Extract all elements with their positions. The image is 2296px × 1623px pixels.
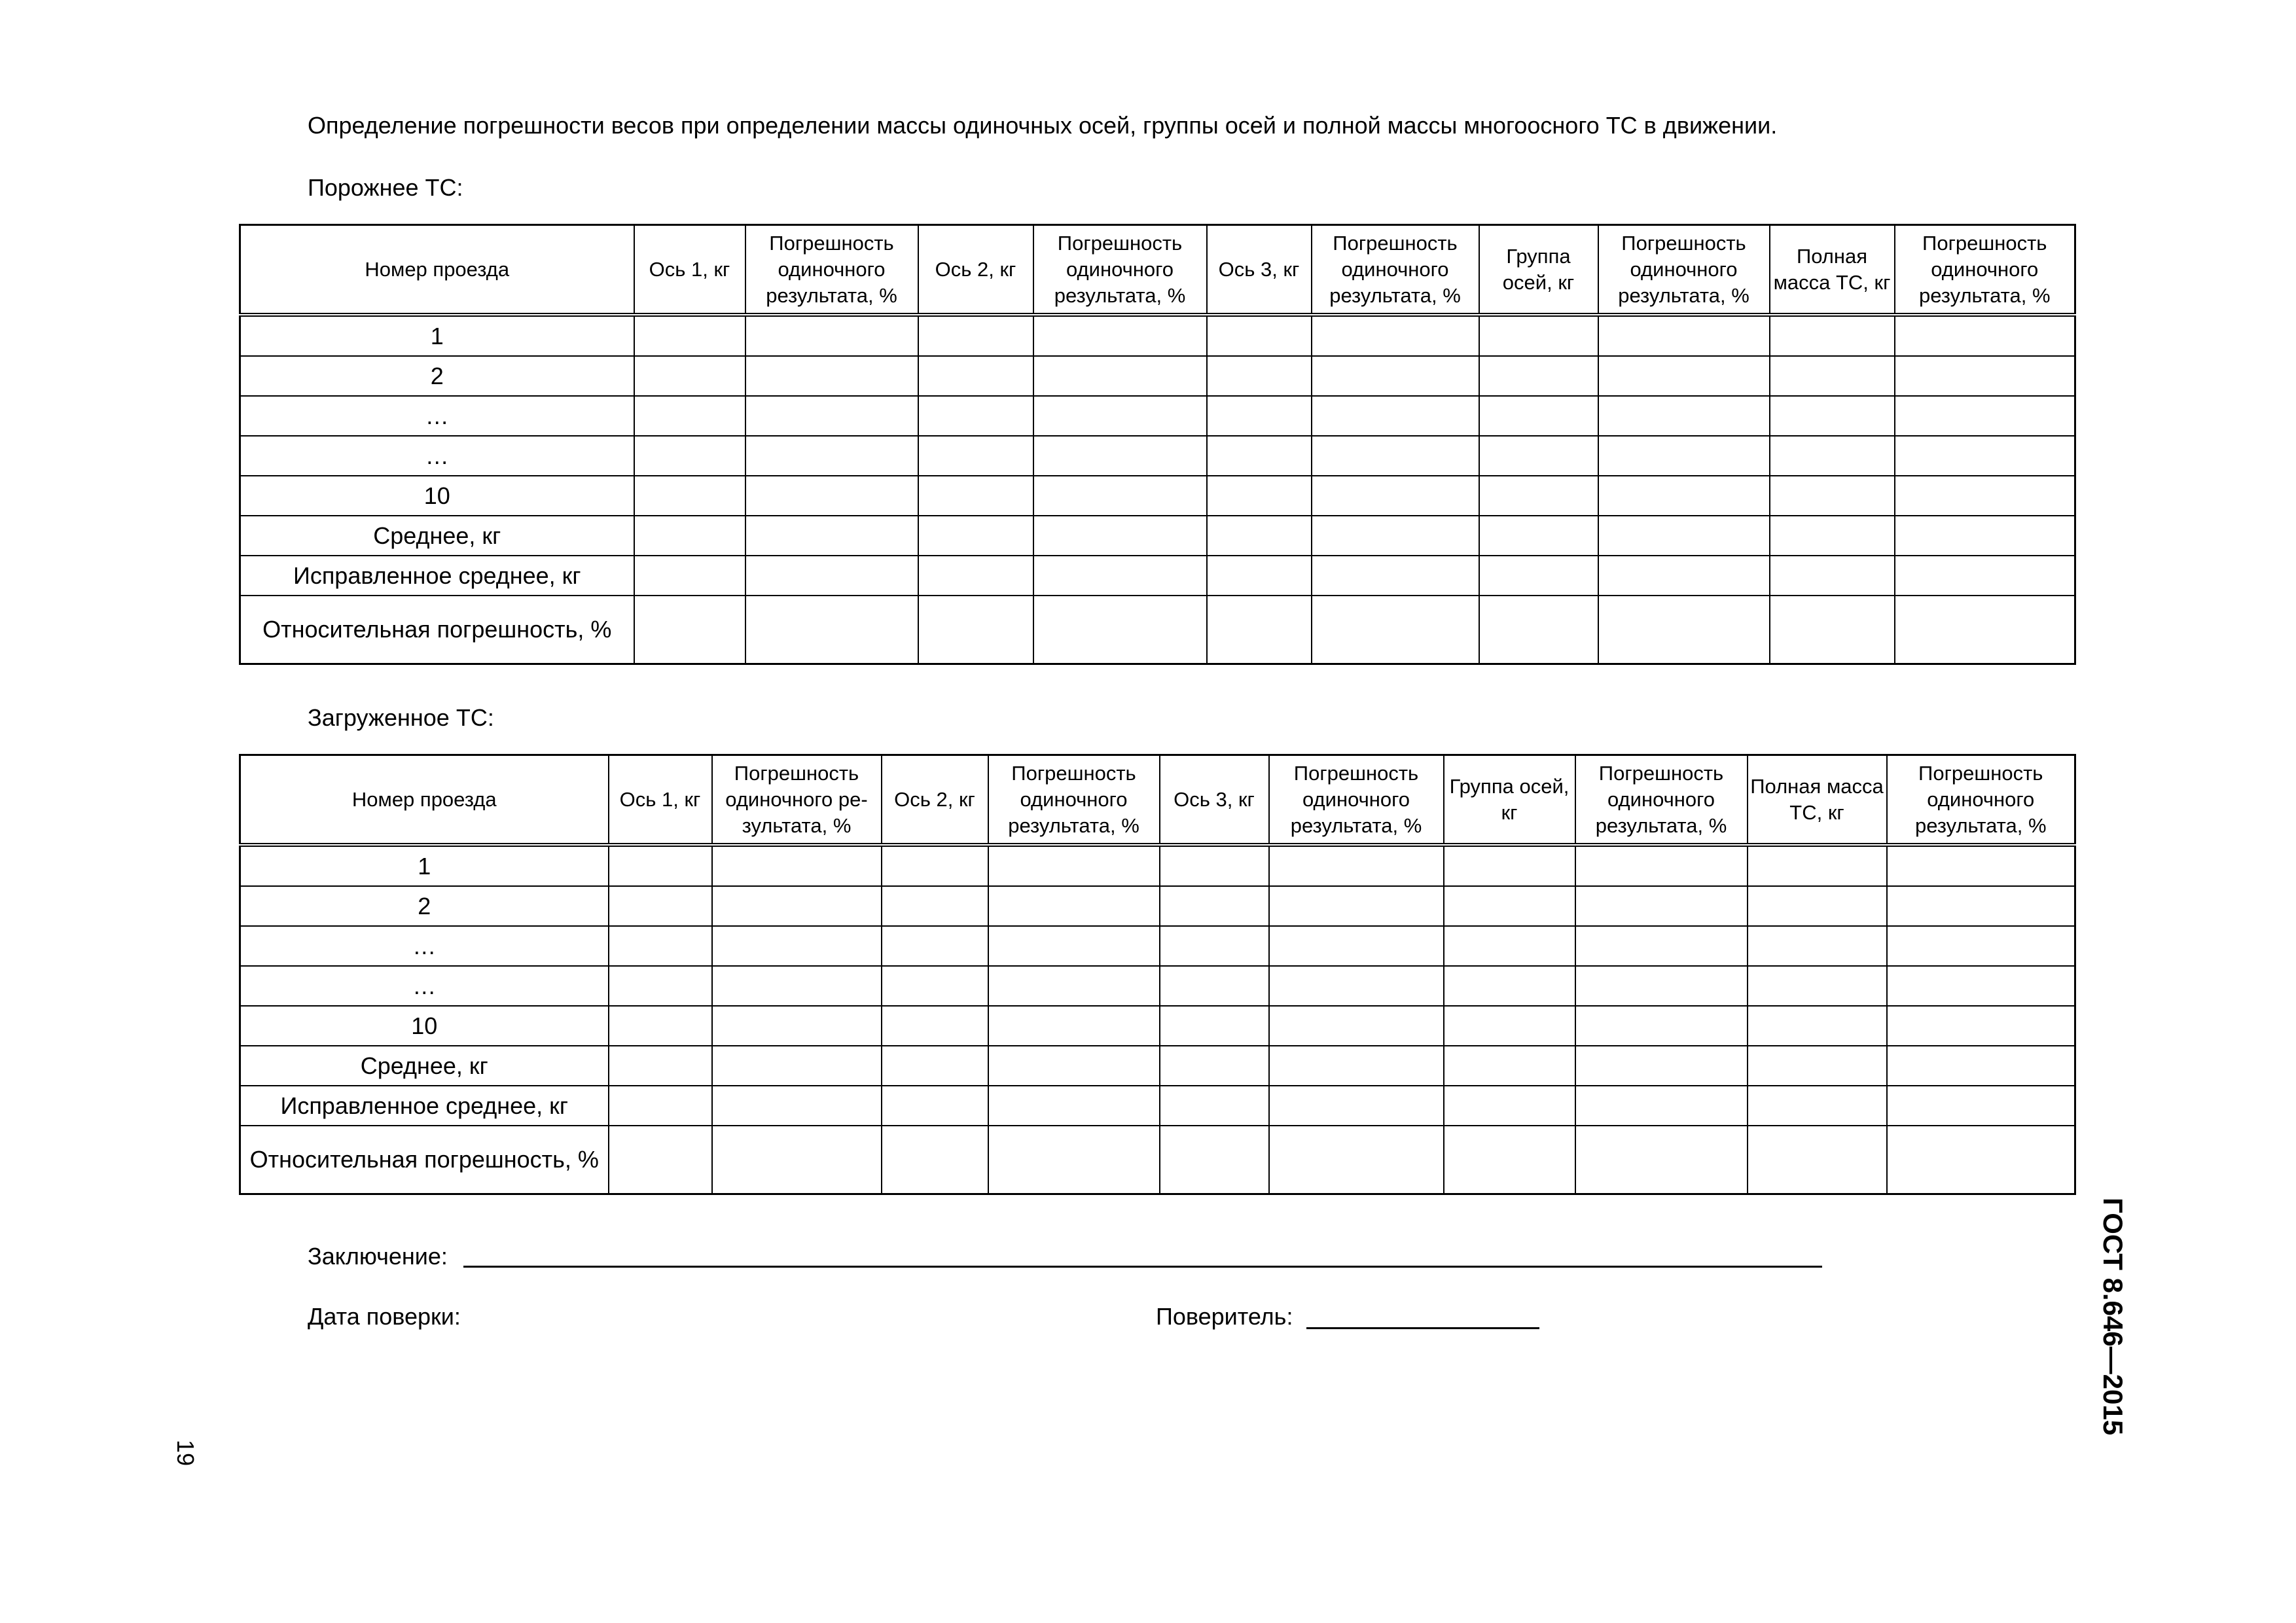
empty-cell[interactable] <box>1312 476 1479 516</box>
empty-cell[interactable] <box>634 396 745 436</box>
empty-cell[interactable] <box>1479 356 1598 396</box>
column-header: Ось 2, кг <box>918 225 1033 315</box>
empty-cell[interactable] <box>1160 1086 1269 1126</box>
table-row <box>240 556 2075 596</box>
empty-cell[interactable] <box>712 926 882 966</box>
empty-cell[interactable] <box>609 1006 712 1046</box>
empty-cell[interactable] <box>1033 436 1207 476</box>
empty-cell[interactable] <box>1770 315 1895 356</box>
column-header: Погрешность одиночного результата, % <box>1887 755 2075 846</box>
table-row <box>240 436 2075 476</box>
empty-cell[interactable] <box>745 596 918 664</box>
empty-cell[interactable] <box>1312 596 1479 664</box>
empty-cell[interactable] <box>634 476 745 516</box>
column-header: Погрешность одиночного результата, % <box>1895 225 2075 315</box>
empty-cell[interactable] <box>1160 886 1269 926</box>
row-label: Относительная погрешность, % <box>240 1126 609 1194</box>
empty-cell[interactable] <box>1160 966 1269 1006</box>
empty-cell[interactable] <box>1312 516 1479 556</box>
empty-cell[interactable] <box>1207 356 1312 396</box>
empty-cell[interactable] <box>1575 966 1748 1006</box>
empty-cell[interactable] <box>1770 476 1895 516</box>
empty-cell[interactable] <box>1444 1126 1575 1194</box>
table-row <box>240 1046 2075 1086</box>
empty-cell[interactable] <box>882 845 988 886</box>
row-label: Исправленное среднее, кг <box>240 556 634 596</box>
empty-cell[interactable] <box>1207 315 1312 356</box>
empty-cell[interactable] <box>988 1086 1160 1126</box>
empty-cell[interactable] <box>1033 396 1207 436</box>
empty-cell[interactable] <box>882 886 988 926</box>
empty-cell[interactable] <box>1312 315 1479 356</box>
empty-cell[interactable] <box>1312 356 1479 396</box>
empty-cell[interactable] <box>1479 596 1598 664</box>
column-header: Ось 1, кг <box>609 755 712 846</box>
empty-cell[interactable] <box>1770 556 1895 596</box>
intro-text: Определение погрешности весов при определении массы одиночных осей, группы осей и полной массы многоосного ТС в движении. <box>308 112 1778 139</box>
row-label: … <box>240 966 609 1006</box>
empty-cell[interactable] <box>1748 1126 1887 1194</box>
empty-cell[interactable] <box>1887 966 2075 1006</box>
row-label: 10 <box>240 1006 609 1046</box>
empty-cell[interactable] <box>1160 845 1269 886</box>
empty-cell[interactable] <box>882 1086 988 1126</box>
column-header: Погрешность одиночного результата, % <box>1575 755 1748 846</box>
empty-cell[interactable] <box>634 436 745 476</box>
empty-cell[interactable] <box>918 516 1033 556</box>
empty-cell[interactable] <box>1748 845 1887 886</box>
empty-cell[interactable] <box>1598 516 1770 556</box>
column-header: Ось 3, кг <box>1207 225 1312 315</box>
table-row <box>240 1126 2075 1194</box>
standard-code: ГОСТ 8.646—2015 <box>2098 1198 2128 1436</box>
empty-cell[interactable] <box>1444 926 1575 966</box>
empty-cell[interactable] <box>1748 1046 1887 1086</box>
column-header: Погрешность одиночного ре-зультата, % <box>712 755 882 846</box>
empty-cell[interactable] <box>1895 396 2075 436</box>
row-label: … <box>240 926 609 966</box>
empty-cell[interactable] <box>609 1046 712 1086</box>
empty-cell[interactable] <box>745 436 918 476</box>
empty-cell[interactable] <box>1575 1006 1748 1046</box>
empty-cell[interactable] <box>634 516 745 556</box>
empty-cell[interactable] <box>1160 1126 1269 1194</box>
column-header: Группа осей, кг <box>1479 225 1598 315</box>
column-header: Полная масса ТС, кг <box>1770 225 1895 315</box>
empty-cell[interactable] <box>882 966 988 1006</box>
table-row <box>240 396 2075 436</box>
empty-cell[interactable] <box>1207 596 1312 664</box>
empty-cell[interactable] <box>1575 1086 1748 1126</box>
row-label: … <box>240 436 634 476</box>
empty-cell[interactable] <box>1887 1126 2075 1194</box>
empty-cell[interactable] <box>988 886 1160 926</box>
empty-cell[interactable] <box>1444 966 1575 1006</box>
empty-cell[interactable] <box>1207 436 1312 476</box>
empty-cell[interactable] <box>712 845 882 886</box>
empty-cell[interactable] <box>1770 436 1895 476</box>
table-row <box>240 315 2075 356</box>
empty-cell[interactable] <box>988 1126 1160 1194</box>
table-row <box>240 476 2075 516</box>
empty-cell[interactable] <box>918 476 1033 516</box>
empty-cell[interactable] <box>634 315 745 356</box>
empty-cell[interactable] <box>1895 556 2075 596</box>
empty-cell[interactable] <box>609 886 712 926</box>
empty-cell[interactable] <box>1479 436 1598 476</box>
empty-cell[interactable] <box>1207 396 1312 436</box>
empty-cell[interactable] <box>1598 436 1770 476</box>
table-row <box>240 926 2075 966</box>
empty-cell[interactable] <box>745 356 918 396</box>
empty-cell[interactable] <box>1598 596 1770 664</box>
empty-cell[interactable] <box>918 556 1033 596</box>
empty-cell[interactable] <box>1748 966 1887 1006</box>
table-row <box>240 356 2075 396</box>
loaded-vehicle-label: Загруженное ТС: <box>308 704 494 731</box>
empty-cell[interactable] <box>634 556 745 596</box>
column-header: Полная масса ТС, кг <box>1748 755 1887 846</box>
empty-cell[interactable] <box>1444 1006 1575 1046</box>
empty-cell[interactable] <box>1312 436 1479 476</box>
empty-cell[interactable] <box>1269 966 1444 1006</box>
empty-cell[interactable] <box>1887 1046 2075 1086</box>
row-label: 1 <box>240 845 609 886</box>
empty-cell[interactable] <box>882 1006 988 1046</box>
empty-cell[interactable] <box>1887 1086 2075 1126</box>
row-label: Исправленное среднее, кг <box>240 1086 609 1126</box>
empty-cell[interactable] <box>1033 596 1207 664</box>
column-header: Ось 2, кг <box>882 755 988 846</box>
empty-cell[interactable] <box>609 926 712 966</box>
empty-cell[interactable] <box>1895 596 2075 664</box>
empty-cell[interactable] <box>745 556 918 596</box>
column-header: Номер проезда <box>240 225 634 315</box>
empty-cell[interactable] <box>1575 845 1748 886</box>
empty-cell[interactable] <box>1207 556 1312 596</box>
row-label: 10 <box>240 476 634 516</box>
empty-cell[interactable] <box>1444 886 1575 926</box>
empty-cell[interactable] <box>634 356 745 396</box>
empty-cell[interactable] <box>918 356 1033 396</box>
empty-vehicle-table <box>239 224 2076 665</box>
table-row <box>240 966 2075 1006</box>
empty-cell[interactable] <box>712 1126 882 1194</box>
empty-cell[interactable] <box>1033 556 1207 596</box>
empty-cell[interactable] <box>1160 1006 1269 1046</box>
empty-cell[interactable] <box>882 1046 988 1086</box>
empty-cell[interactable] <box>918 396 1033 436</box>
empty-cell[interactable] <box>1269 1126 1444 1194</box>
empty-cell[interactable] <box>712 1086 882 1126</box>
verifier-signature-line <box>1306 1327 1539 1329</box>
row-label: Среднее, кг <box>240 516 634 556</box>
empty-cell[interactable] <box>1269 886 1444 926</box>
table-row <box>240 1006 2075 1046</box>
empty-cell[interactable] <box>1748 1086 1887 1126</box>
empty-cell[interactable] <box>1598 315 1770 356</box>
empty-cell[interactable] <box>1575 1046 1748 1086</box>
empty-cell[interactable] <box>918 436 1033 476</box>
empty-cell[interactable] <box>1312 396 1479 436</box>
empty-cell[interactable] <box>712 1046 882 1086</box>
empty-cell[interactable] <box>1770 396 1895 436</box>
column-header: Ось 3, кг <box>1160 755 1269 846</box>
column-header: Номер проезда <box>240 755 609 846</box>
empty-cell[interactable] <box>1444 1086 1575 1126</box>
empty-cell[interactable] <box>1887 926 2075 966</box>
empty-cell[interactable] <box>745 516 918 556</box>
empty-cell[interactable] <box>1770 516 1895 556</box>
empty-cell[interactable] <box>1770 596 1895 664</box>
empty-cell[interactable] <box>988 845 1160 886</box>
row-label: … <box>240 396 634 436</box>
column-header: Погрешность одиночного результата, % <box>1598 225 1770 315</box>
empty-cell[interactable] <box>1575 1126 1748 1194</box>
empty-cell[interactable] <box>1033 516 1207 556</box>
empty-cell[interactable] <box>988 966 1160 1006</box>
empty-cell[interactable] <box>1444 845 1575 886</box>
verifier-label: Поверитель: <box>1156 1303 1293 1330</box>
column-header: Погрешность одиночного результата, % <box>745 225 918 315</box>
empty-cell[interactable] <box>882 1126 988 1194</box>
column-header: Ось 1, кг <box>634 225 745 315</box>
row-label: 1 <box>240 315 634 356</box>
empty-cell[interactable] <box>918 596 1033 664</box>
empty-cell[interactable] <box>1269 1046 1444 1086</box>
table-row <box>240 845 2075 886</box>
empty-cell[interactable] <box>1312 556 1479 596</box>
column-header: Погрешность одиночного результата, % <box>1312 225 1479 315</box>
conclusion-line <box>463 1266 1822 1268</box>
column-header: Группа осей, кг <box>1444 755 1575 846</box>
empty-cell[interactable] <box>1748 926 1887 966</box>
empty-cell[interactable] <box>1895 356 2075 396</box>
empty-cell[interactable] <box>745 396 918 436</box>
empty-cell[interactable] <box>609 1086 712 1126</box>
empty-cell[interactable] <box>1269 1086 1444 1126</box>
empty-cell[interactable] <box>1479 516 1598 556</box>
empty-cell[interactable] <box>882 926 988 966</box>
empty-cell[interactable] <box>1895 436 2075 476</box>
empty-cell[interactable] <box>712 966 882 1006</box>
empty-cell[interactable] <box>1479 476 1598 516</box>
empty-cell[interactable] <box>1887 1006 2075 1046</box>
empty-cell[interactable] <box>1033 356 1207 396</box>
empty-cell[interactable] <box>712 1006 882 1046</box>
empty-cell[interactable] <box>1033 315 1207 356</box>
empty-cell[interactable] <box>1269 1006 1444 1046</box>
table-row <box>240 596 2075 664</box>
table-row <box>240 1086 2075 1126</box>
empty-cell[interactable] <box>918 315 1033 356</box>
row-label: Относительная погрешность, % <box>240 596 634 664</box>
empty-cell[interactable] <box>988 926 1160 966</box>
row-label: 2 <box>240 356 634 396</box>
row-label: Среднее, кг <box>240 1046 609 1086</box>
empty-cell[interactable] <box>1895 516 2075 556</box>
empty-cell[interactable] <box>1598 556 1770 596</box>
row-label: 2 <box>240 886 609 926</box>
empty-cell[interactable] <box>712 886 882 926</box>
empty-cell[interactable] <box>1598 356 1770 396</box>
empty-cell[interactable] <box>1598 396 1770 436</box>
empty-cell[interactable] <box>634 596 745 664</box>
page-number: 19 <box>172 1440 199 1467</box>
empty-cell[interactable] <box>1887 886 2075 926</box>
empty-vehicle-label: Порожнее ТС: <box>308 174 463 201</box>
empty-cell[interactable] <box>1575 886 1748 926</box>
column-header: Погрешность одиночного результата, % <box>1269 755 1444 846</box>
column-header: Погрешность одиночного результата, % <box>1033 225 1207 315</box>
empty-cell[interactable] <box>1444 1046 1575 1086</box>
empty-cell[interactable] <box>1479 315 1598 356</box>
empty-cell[interactable] <box>1479 396 1598 436</box>
empty-cell[interactable] <box>745 476 918 516</box>
empty-cell[interactable] <box>609 966 712 1006</box>
empty-cell[interactable] <box>1160 1046 1269 1086</box>
empty-cell[interactable] <box>1895 476 2075 516</box>
verification-date-label: Дата поверки: <box>308 1303 461 1330</box>
column-header: Погрешность одиночного результата, % <box>988 755 1160 846</box>
empty-cell[interactable] <box>1269 845 1444 886</box>
empty-cell[interactable] <box>1479 556 1598 596</box>
conclusion-label: Заключение: <box>308 1243 448 1270</box>
empty-cell[interactable] <box>1598 476 1770 516</box>
empty-cell[interactable] <box>1575 926 1748 966</box>
empty-cell[interactable] <box>1887 845 2075 886</box>
empty-cell[interactable] <box>1160 926 1269 966</box>
empty-cell[interactable] <box>1748 1006 1887 1046</box>
empty-cell[interactable] <box>988 1046 1160 1086</box>
empty-cell[interactable] <box>1207 516 1312 556</box>
table-row <box>240 886 2075 926</box>
empty-cell[interactable] <box>1770 356 1895 396</box>
empty-cell[interactable] <box>1895 315 2075 356</box>
empty-cell[interactable] <box>1748 886 1887 926</box>
empty-cell[interactable] <box>1207 476 1312 516</box>
empty-cell[interactable] <box>1033 476 1207 516</box>
empty-cell[interactable] <box>1269 926 1444 966</box>
table-row <box>240 516 2075 556</box>
loaded-vehicle-table <box>239 754 2076 1195</box>
empty-cell[interactable] <box>745 315 918 356</box>
empty-cell[interactable] <box>609 845 712 886</box>
empty-cell[interactable] <box>609 1126 712 1194</box>
empty-cell[interactable] <box>988 1006 1160 1046</box>
